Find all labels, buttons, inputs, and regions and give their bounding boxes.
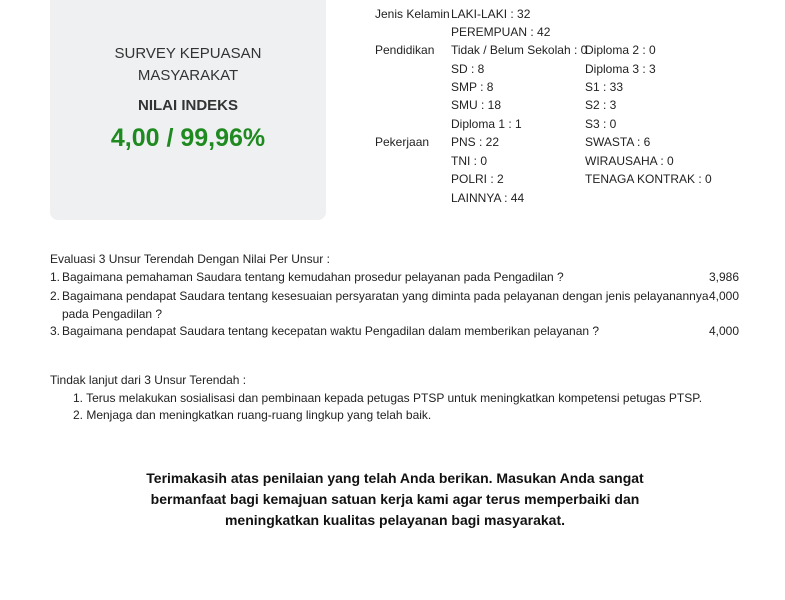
follow-up-item: 2. Menjaga dan meningkatkan ruang-ruang lingkup yang telah baik. — [73, 408, 432, 422]
evaluation-item-question: Bagaimana pendapat Saudara tentang kesesuaian persyaratan yang diminta pada pelayanan dengan jenis pelayanannya — [62, 289, 709, 303]
evaluation-item-question: Bagaimana pemahaman Saudara tentang kemudahan prosedur pelayanan pada Pengadilan ? — [62, 270, 564, 284]
index-value: 4,00 / 99,96% — [110, 124, 266, 152]
job-label: Pekerjaan — [375, 135, 430, 149]
follow-up-item: 1. Terus melakukan sosialisasi dan pembinaan kepada petugas PTSP untuk meningkatkan kompetensi petugas PTSP. — [73, 391, 703, 405]
thank-you-message — [100, 468, 690, 531]
evaluation-item-score: 4,000 — [709, 324, 740, 338]
education-label: Pendidikan — [375, 43, 435, 57]
thank-you-line3: meningkatkan kualitas pelayanan bagi masyarakat. — [224, 512, 566, 528]
job-tni: TNI : 0 — [451, 154, 488, 168]
index-label: NILAI INDEKS — [137, 97, 238, 114]
evaluation-item-score: 4,000 — [709, 289, 740, 303]
job-lainnya: LAINNYA : 44 — [451, 191, 525, 205]
follow-up-heading: Tindak lanjut dari 3 Unsur Terendah : — [50, 373, 247, 387]
job-polri: POLRI : 2 — [451, 172, 504, 186]
job-wirausaha: WIRAUSAHA : 0 — [585, 154, 674, 168]
evaluation-item-score: 3,986 — [709, 270, 740, 284]
evaluation-item — [50, 322, 750, 340]
job-swasta: SWASTA : 6 — [585, 135, 651, 149]
evaluation-item-number: 1. — [50, 270, 61, 284]
job-tenaga-kontrak: TENAGA KONTRAK : 0 — [585, 172, 712, 186]
evaluation-item — [50, 287, 750, 323]
gender-female: PEREMPUAN : 42 — [451, 25, 551, 39]
thank-you-line2: bermanfaat bagi kemajuan satuan kerja kami agar terus memperbaiki dan — [150, 491, 640, 507]
edu-diploma1: Diploma 1 : 1 — [451, 117, 522, 131]
edu-sd: SD : 8 — [451, 62, 485, 76]
evaluation-item-question: Bagaimana pendapat Saudara tentang kecepatan waktu Pengadilan dalam memberikan pelayanan ? — [62, 324, 600, 338]
gender-male: LAKI-LAKI : 32 — [451, 7, 531, 21]
evaluation-item — [50, 268, 750, 286]
edu-tidak-sekolah: Tidak / Belum Sekolah : 0 — [451, 43, 588, 57]
edu-diploma3: Diploma 3 : 3 — [585, 62, 656, 76]
survey-summary-card — [50, 0, 326, 220]
edu-smp: SMP : 8 — [451, 80, 494, 94]
edu-smu: SMU : 18 — [451, 98, 502, 112]
gender-label: Jenis Kelamin — [375, 7, 450, 21]
evaluation-item-number: 2. — [50, 289, 61, 303]
edu-s1: S1 : 33 — [585, 80, 624, 94]
job-pns: PNS : 22 — [451, 135, 500, 149]
edu-diploma2: Diploma 2 : 0 — [585, 43, 656, 57]
survey-title-line1: SURVEY KEPUASAN — [114, 45, 262, 62]
survey-title — [50, 43, 326, 87]
survey-title-line2: MASYARAKAT — [137, 67, 239, 84]
evaluation-item-question-cont: pada Pengadilan ? — [62, 307, 163, 321]
thank-you-line1: Terimakasih atas penilaian yang telah Anda berikan. Masukan Anda sangat — [146, 470, 644, 486]
evaluation-item-number: 3. — [50, 324, 61, 338]
edu-s3: S3 : 0 — [585, 117, 617, 131]
evaluation-heading: Evaluasi 3 Unsur Terendah Dengan Nilai Per Unsur : — [50, 252, 330, 266]
edu-s2: S2 : 3 — [585, 98, 617, 112]
